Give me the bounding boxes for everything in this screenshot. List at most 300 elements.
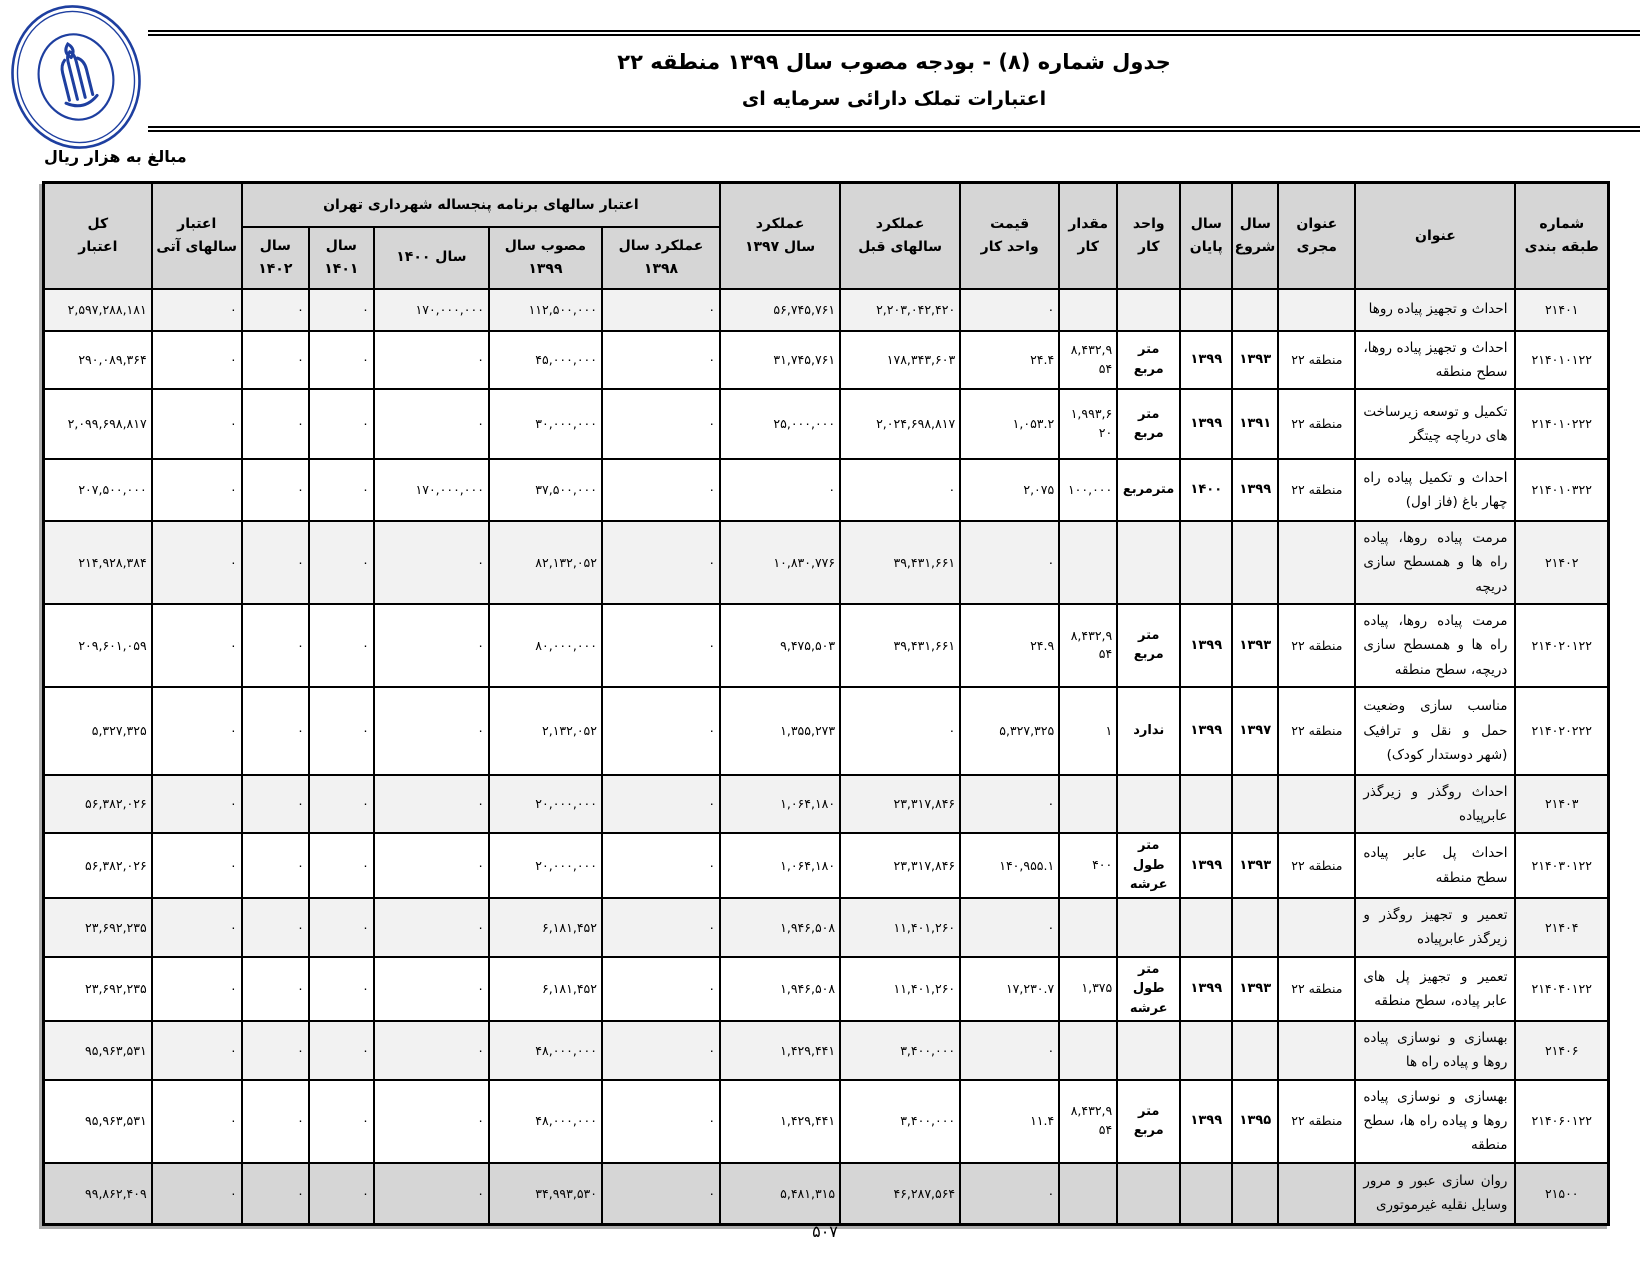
cell-executor <box>1278 289 1355 331</box>
stamp-icon <box>6 0 146 155</box>
cell-y1401: ۰ <box>309 775 374 834</box>
cell-end <box>1180 775 1232 834</box>
council-stamp-logo <box>6 0 146 155</box>
cell-unit: متر طول عرشه <box>1117 833 1180 898</box>
cell-y1397: ۱,۹۴۶,۵۰۸ <box>720 957 840 1022</box>
cell-title: بهسازی و نوسازی پیاده روها و پیاده راه ها، سطح منطقه <box>1355 1080 1515 1163</box>
cell-y1399: ۳۴,۹۹۳,۵۳۰ <box>489 1163 602 1225</box>
cell-y1401: ۰ <box>309 389 374 459</box>
cell-y1398: ۰ <box>602 775 720 834</box>
table-row <box>44 389 1609 459</box>
cell-code: ۲۱۴۰۶ <box>1515 1021 1608 1080</box>
cell-title: احداث روگذر و زیرگذر عابرپیاده <box>1355 775 1515 834</box>
cell-total: ۲۱۴,۹۲۸,۳۸۴ <box>44 521 152 604</box>
header-start-year-line2: شروع <box>1234 238 1276 255</box>
cell-executor: منطقه ۲۲ <box>1278 957 1355 1022</box>
cell-amount: ۱۰۰,۰۰۰ <box>1059 459 1117 521</box>
cell-prev_years: ۰ <box>840 687 960 775</box>
cell-y1397: ۱۰,۸۳۰,۷۷۶ <box>720 521 840 604</box>
cell-y1397: ۱,۳۵۵,۲۷۳ <box>720 687 840 775</box>
cell-executor <box>1278 1163 1355 1225</box>
cell-code: ۲۱۴۰۱ <box>1515 289 1608 331</box>
cell-title: تعمیر و تجهیز پل های عابر پیاده، سطح منطقه <box>1355 957 1515 1022</box>
cell-title: تعمیر و تجهیز روگذر و زیرگذر عابرپیاده <box>1355 898 1515 957</box>
cell-executor <box>1278 521 1355 604</box>
cell-start: ۱۳۹۱ <box>1232 389 1278 459</box>
table-row <box>44 898 1609 957</box>
header-work-unit-line1: واحد <box>1132 216 1165 233</box>
cell-end <box>1180 289 1232 331</box>
cell-future: ۰ <box>152 1080 242 1163</box>
cell-y1402: ۰ <box>242 289 309 331</box>
cell-y1402: ۰ <box>242 604 309 687</box>
cell-start <box>1232 289 1278 331</box>
cell-unit <box>1117 1163 1180 1225</box>
header-prev-years <box>840 183 960 289</box>
cell-title: مرمت پیاده روها، پیاده راه ها و همسطح سازی دریچه <box>1355 521 1515 604</box>
cell-total: ۲,۰۹۹,۶۹۸,۸۱۷ <box>44 389 152 459</box>
cell-start <box>1232 898 1278 957</box>
cell-title: احداث پل عابر پیاده سطح منطقه <box>1355 833 1515 898</box>
cell-y1401: ۰ <box>309 1021 374 1080</box>
cell-amount: ۸,۴۳۲,۹۵۴ <box>1059 1080 1117 1163</box>
cell-y1400: ۰ <box>374 389 489 459</box>
cell-total: ۵۶,۳۸۲,۰۲۶ <box>44 775 152 834</box>
cell-amount: ۸,۴۳۲,۹۵۴ <box>1059 604 1117 687</box>
header-approved-1399-line2: ۱۳۹۹ <box>528 260 563 277</box>
cell-unit_price: ۱۱.۴ <box>960 1080 1059 1163</box>
cell-executor: منطقه ۲۲ <box>1278 833 1355 898</box>
cell-unit: ندارد <box>1117 687 1180 775</box>
cell-total: ۲۳,۶۹۲,۲۳۵ <box>44 957 152 1022</box>
cell-start: ۱۳۹۹ <box>1232 459 1278 521</box>
cell-executor <box>1278 1021 1355 1080</box>
cell-y1397: ۱,۴۲۹,۴۴۱ <box>720 1080 840 1163</box>
cell-unit_price: ۱۷,۲۳۰.۷ <box>960 957 1059 1022</box>
table-row <box>44 775 1609 834</box>
header-work-amount-line1: مقدار <box>1068 216 1109 233</box>
cell-unit: متر مربع <box>1117 1080 1180 1163</box>
header-year-1402-line1: سال <box>259 238 291 255</box>
cell-y1400: ۰ <box>374 957 489 1022</box>
table-row <box>44 687 1609 775</box>
cell-y1398: ۰ <box>602 331 720 390</box>
header-total <box>44 183 152 289</box>
cell-prev_years: ۲۳,۳۱۷,۸۴۶ <box>840 775 960 834</box>
header-executor-line1: عنوان <box>1296 216 1338 233</box>
cell-unit_price: ۰ <box>960 521 1059 604</box>
cell-title: احداث و تجهیز پیاده روها <box>1355 289 1515 331</box>
header-unit-price <box>960 183 1059 289</box>
cell-end: ۱۴۰۰ <box>1180 459 1232 521</box>
cell-unit_price: ۱۴۰,۹۵۵.۱ <box>960 833 1059 898</box>
cell-amount: ۱,۳۷۵ <box>1059 957 1117 1022</box>
cell-prev_years: ۲۳,۳۱۷,۸۴۶ <box>840 833 960 898</box>
cell-future: ۰ <box>152 331 242 390</box>
cell-y1397: ۵,۴۸۱,۳۱۵ <box>720 1163 840 1225</box>
cell-end: ۱۳۹۹ <box>1180 1080 1232 1163</box>
cell-unit: متر مربع <box>1117 389 1180 459</box>
cell-unit_price: ۲۴.۹ <box>960 604 1059 687</box>
cell-unit_price: ۰ <box>960 1163 1059 1225</box>
header-work-unit <box>1117 183 1180 289</box>
header-total-line2: اعتبار <box>78 238 118 255</box>
cell-prev_years: ۳,۴۰۰,۰۰۰ <box>840 1021 960 1080</box>
header-perf-1397-line2: سال ۱۳۹۷ <box>744 238 816 255</box>
header-year-1400-line1: سال ۱۴۰۰ <box>396 249 467 266</box>
cell-amount: ۱ <box>1059 687 1117 775</box>
table-row <box>44 521 1609 604</box>
cell-y1402: ۰ <box>242 957 309 1022</box>
cell-code: ۲۱۴۰۳۰۱۲۲ <box>1515 833 1608 898</box>
cell-y1402: ۰ <box>242 833 309 898</box>
cell-y1399: ۲۰,۰۰۰,۰۰۰ <box>489 833 602 898</box>
cell-y1401: ۰ <box>309 898 374 957</box>
cell-future: ۰ <box>152 521 242 604</box>
cell-amount: ۱,۹۹۳,۶۲۰ <box>1059 389 1117 459</box>
cell-unit_price: ۲,۰۷۵ <box>960 459 1059 521</box>
cell-future: ۰ <box>152 289 242 331</box>
header-executor <box>1278 183 1355 289</box>
cell-total: ۲۳,۶۹۲,۲۳۵ <box>44 898 152 957</box>
cell-y1399: ۲,۱۳۲,۰۵۲ <box>489 687 602 775</box>
header-five-year-group: اعتبار سالهای برنامه پنجساله شهرداری تهران <box>242 183 720 227</box>
cell-y1398: ۰ <box>602 1080 720 1163</box>
cell-code: ۲۱۴۰۱۰۲۲۲ <box>1515 389 1608 459</box>
document-title: جدول شماره (۸) - بودجه مصوب سال ۱۳۹۹ منطقه ۲۲ <box>617 50 1171 74</box>
cell-y1399: ۴۵,۰۰۰,۰۰۰ <box>489 331 602 390</box>
cell-title: تکمیل و توسعه زیرساخت های دریاچه چیتگر <box>1355 389 1515 459</box>
cell-unit <box>1117 289 1180 331</box>
cell-y1401: ۰ <box>309 687 374 775</box>
header-end-year <box>1180 183 1232 289</box>
cell-total: ۲۰۷,۵۰۰,۰۰۰ <box>44 459 152 521</box>
cell-future: ۰ <box>152 833 242 898</box>
cell-y1401: ۰ <box>309 1080 374 1163</box>
cell-end: ۱۳۹۹ <box>1180 957 1232 1022</box>
header-year-1401-line2: ۱۴۰۱ <box>324 260 359 277</box>
header-perf-1398 <box>602 227 720 289</box>
cell-title: احداث و تجهیز پیاده روها، سطح منطقه <box>1355 331 1515 390</box>
header-perf-1398-line1: عملکرد سال <box>618 238 704 255</box>
header-prev-years-line2: سالهای قبل <box>858 238 943 255</box>
cell-y1400: ۰ <box>374 604 489 687</box>
cell-y1399: ۴۸,۰۰۰,۰۰۰ <box>489 1021 602 1080</box>
cell-title: احداث و تکمیل پیاده راه چهار باغ (فاز اول) <box>1355 459 1515 521</box>
cell-amount: ۸,۴۳۲,۹۵۴ <box>1059 331 1117 390</box>
cell-y1401: ۰ <box>309 521 374 604</box>
header-approved-1399 <box>489 227 602 289</box>
cell-end: ۱۳۹۹ <box>1180 604 1232 687</box>
cell-y1398: ۰ <box>602 1021 720 1080</box>
cell-y1399: ۶,۱۸۱,۴۵۲ <box>489 957 602 1022</box>
header-future-years-line2: سالهای آتی <box>156 238 238 255</box>
cell-y1399: ۲۰,۰۰۰,۰۰۰ <box>489 775 602 834</box>
cell-y1401: ۰ <box>309 1163 374 1225</box>
cell-y1402: ۰ <box>242 687 309 775</box>
cell-total: ۹۵,۹۶۳,۵۳۱ <box>44 1021 152 1080</box>
cell-y1397: ۱,۴۲۹,۴۴۱ <box>720 1021 840 1080</box>
cell-prev_years: ۴۶,۲۸۷,۵۶۴ <box>840 1163 960 1225</box>
cell-code: ۲۱۴۰۲ <box>1515 521 1608 604</box>
cell-total: ۲,۵۹۷,۲۸۸,۱۸۱ <box>44 289 152 331</box>
cell-prev_years: ۰ <box>840 459 960 521</box>
cell-y1397: ۲۵,۰۰۰,۰۰۰ <box>720 389 840 459</box>
cell-unit: متر مربع <box>1117 331 1180 390</box>
cell-prev_years: ۳۹,۴۳۱,۶۶۱ <box>840 521 960 604</box>
cell-y1398: ۰ <box>602 898 720 957</box>
header-classification-line2: طبقه بندی <box>1524 238 1599 255</box>
cell-amount <box>1059 521 1117 604</box>
table-row <box>44 289 1609 331</box>
cell-start <box>1232 1021 1278 1080</box>
cell-y1397: ۱,۰۶۴,۱۸۰ <box>720 775 840 834</box>
header-work-amount <box>1059 183 1117 289</box>
cell-y1402: ۰ <box>242 389 309 459</box>
cell-unit_price: ۰ <box>960 775 1059 834</box>
cell-y1398: ۰ <box>602 687 720 775</box>
header-year-1401 <box>309 227 374 289</box>
table-row <box>44 604 1609 687</box>
cell-start: ۱۳۹۳ <box>1232 957 1278 1022</box>
cell-unit_price: ۰ <box>960 898 1059 957</box>
header-total-line1: کل <box>87 216 109 233</box>
stamp-emblem-icon <box>52 40 98 109</box>
cell-unit_price: ۱,۰۵۳.۲ <box>960 389 1059 459</box>
cell-code: ۲۱۴۰۶۰۱۲۲ <box>1515 1080 1608 1163</box>
cell-code: ۲۱۴۰۱۰۱۲۲ <box>1515 331 1608 390</box>
header-end-year-line2: پایان <box>1189 238 1223 255</box>
cell-unit: متر مربع <box>1117 604 1180 687</box>
cell-y1398: ۰ <box>602 833 720 898</box>
header-title <box>1355 183 1515 289</box>
cell-y1398: ۰ <box>602 389 720 459</box>
cell-end: ۱۳۹۹ <box>1180 833 1232 898</box>
cell-unit <box>1117 521 1180 604</box>
cell-y1401: ۰ <box>309 459 374 521</box>
header-start-year <box>1232 183 1278 289</box>
cell-executor: منطقه ۲۲ <box>1278 331 1355 390</box>
cell-y1398: ۰ <box>602 1163 720 1225</box>
cell-y1402: ۰ <box>242 459 309 521</box>
header-year-1402 <box>242 227 309 289</box>
cell-end <box>1180 521 1232 604</box>
cell-future: ۰ <box>152 1021 242 1080</box>
budget-table <box>42 181 1610 1226</box>
header-year-1400 <box>374 227 489 289</box>
table-row <box>44 833 1609 898</box>
cell-total: ۵,۳۲۷,۳۲۵ <box>44 687 152 775</box>
cell-y1397: ۳۱,۷۴۵,۷۶۱ <box>720 331 840 390</box>
table-row <box>44 459 1609 521</box>
cell-prev_years: ۳۹,۴۳۱,۶۶۱ <box>840 604 960 687</box>
cell-y1401: ۰ <box>309 833 374 898</box>
cell-end: ۱۳۹۹ <box>1180 389 1232 459</box>
cell-prev_years: ۲,۰۲۴,۶۹۸,۸۱۷ <box>840 389 960 459</box>
cell-total: ۹۹,۸۶۲,۴۰۹ <box>44 1163 152 1225</box>
cell-title: بهسازی و نوسازی پیاده روها و پیاده راه ها <box>1355 1021 1515 1080</box>
cell-start <box>1232 1163 1278 1225</box>
cell-start: ۱۳۹۳ <box>1232 331 1278 390</box>
header-perf-1397 <box>720 183 840 289</box>
cell-unit_price: ۰ <box>960 1021 1059 1080</box>
amounts-unit-note: مبالغ به هزار ریال <box>44 147 187 166</box>
cell-code: ۲۱۴۰۳ <box>1515 775 1608 834</box>
cell-y1400: ۰ <box>374 687 489 775</box>
cell-executor: منطقه ۲۲ <box>1278 459 1355 521</box>
cell-future: ۰ <box>152 775 242 834</box>
cell-amount <box>1059 289 1117 331</box>
cell-total: ۲۰۹,۶۰۱,۰۵۹ <box>44 604 152 687</box>
cell-y1399: ۸۲,۱۳۲,۰۵۲ <box>489 521 602 604</box>
cell-y1399: ۶,۱۸۱,۴۵۲ <box>489 898 602 957</box>
cell-total: ۹۵,۹۶۳,۵۳۱ <box>44 1080 152 1163</box>
cell-y1402: ۰ <box>242 775 309 834</box>
cell-y1402: ۰ <box>242 1080 309 1163</box>
table-row <box>44 957 1609 1022</box>
cell-y1397: ۹,۴۷۵,۵۰۳ <box>720 604 840 687</box>
cell-y1398: ۰ <box>602 289 720 331</box>
cell-y1397: ۱,۹۴۶,۵۰۸ <box>720 898 840 957</box>
cell-future: ۰ <box>152 389 242 459</box>
header-classification-line1: شماره <box>1539 216 1585 233</box>
cell-y1400: ۱۷۰,۰۰۰,۰۰۰ <box>374 459 489 521</box>
cell-executor <box>1278 898 1355 957</box>
cell-executor <box>1278 775 1355 834</box>
page-number: ۵۰۷ <box>812 1222 838 1241</box>
cell-y1400: ۰ <box>374 1080 489 1163</box>
header-work-unit-line2: کار <box>1138 238 1160 255</box>
cell-amount <box>1059 775 1117 834</box>
header-year-1401-line1: سال <box>325 238 357 255</box>
cell-y1400: ۱۷۰,۰۰۰,۰۰۰ <box>374 289 489 331</box>
header-executor-line2: مجری <box>1296 238 1337 255</box>
cell-y1399: ۱۱۲,۵۰۰,۰۰۰ <box>489 289 602 331</box>
cell-end: ۱۳۹۹ <box>1180 331 1232 390</box>
cell-unit: متر طول عرشه <box>1117 957 1180 1022</box>
cell-y1401: ۰ <box>309 289 374 331</box>
cell-amount <box>1059 898 1117 957</box>
cell-total: ۵۶,۳۸۲,۰۲۶ <box>44 833 152 898</box>
cell-y1401: ۰ <box>309 957 374 1022</box>
cell-y1402: ۰ <box>242 1163 309 1225</box>
cell-start: ۱۳۹۳ <box>1232 604 1278 687</box>
cell-prev_years: ۱۱,۴۰۱,۲۶۰ <box>840 898 960 957</box>
cell-code: ۲۱۴۰۴ <box>1515 898 1608 957</box>
header-prev-years-line1: عملکرد <box>875 216 925 233</box>
cell-end <box>1180 898 1232 957</box>
table-row <box>44 1021 1609 1080</box>
header-start-year-line1: سال <box>1239 216 1271 233</box>
cell-y1402: ۰ <box>242 331 309 390</box>
cell-y1397: ۵۶,۷۴۵,۷۶۱ <box>720 289 840 331</box>
table-row <box>44 1163 1609 1225</box>
cell-start <box>1232 521 1278 604</box>
cell-unit: مترمربع <box>1117 459 1180 521</box>
cell-end <box>1180 1021 1232 1080</box>
cell-y1400: ۰ <box>374 833 489 898</box>
header-end-year-line1: سال <box>1190 216 1222 233</box>
table-row <box>44 331 1609 390</box>
cell-title: روان سازی عبور و مرور وسایل نقلیه غیرموتوری <box>1355 1163 1515 1225</box>
cell-start: ۱۳۹۳ <box>1232 833 1278 898</box>
cell-y1401: ۰ <box>309 604 374 687</box>
cell-y1399: ۸۰,۰۰۰,۰۰۰ <box>489 604 602 687</box>
cell-y1400: ۰ <box>374 775 489 834</box>
header-approved-1399-line1: مصوب سال <box>504 238 587 255</box>
cell-end <box>1180 1163 1232 1225</box>
cell-y1399: ۳۷,۵۰۰,۰۰۰ <box>489 459 602 521</box>
header-work-amount-line2: کار <box>1077 238 1099 255</box>
table-body <box>44 289 1609 1225</box>
cell-prev_years: ۱۱,۴۰۱,۲۶۰ <box>840 957 960 1022</box>
document-subtitle: اعتبارات تملک دارائی سرمایه ای <box>741 88 1047 110</box>
cell-unit <box>1117 775 1180 834</box>
cell-prev_years: ۳,۴۰۰,۰۰۰ <box>840 1080 960 1163</box>
cell-y1402: ۰ <box>242 898 309 957</box>
cell-future: ۰ <box>152 604 242 687</box>
cell-unit <box>1117 898 1180 957</box>
cell-y1400: ۰ <box>374 521 489 604</box>
cell-total: ۲۹۰,۰۸۹,۳۶۴ <box>44 331 152 390</box>
header-classification <box>1515 183 1608 289</box>
table-row <box>44 1080 1609 1163</box>
cell-y1400: ۰ <box>374 1163 489 1225</box>
cell-amount <box>1059 1021 1117 1080</box>
cell-start <box>1232 775 1278 834</box>
cell-code: ۲۱۴۰۲۰۱۲۲ <box>1515 604 1608 687</box>
cell-y1399: ۴۸,۰۰۰,۰۰۰ <box>489 1080 602 1163</box>
table-header <box>44 183 1609 289</box>
cell-future: ۰ <box>152 898 242 957</box>
cell-unit_price: ۰ <box>960 289 1059 331</box>
cell-title: مرمت پیاده روها، پیاده راه ها و همسطح سازی دریچه، سطح منطقه <box>1355 604 1515 687</box>
cell-y1398: ۰ <box>602 604 720 687</box>
header-future-years-line1: اعتبار <box>177 216 217 233</box>
cell-code: ۲۱۵۰۰ <box>1515 1163 1608 1225</box>
title-band <box>148 30 1640 132</box>
cell-y1401: ۰ <box>309 331 374 390</box>
cell-y1397: ۰ <box>720 459 840 521</box>
cell-amount <box>1059 1163 1117 1225</box>
cell-code: ۲۱۴۰۴۰۱۲۲ <box>1515 957 1608 1022</box>
cell-title: مناسب سازی وضعیت حمل و نقل و ترافیک (شهر دوستدار کودک) <box>1355 687 1515 775</box>
cell-future: ۰ <box>152 957 242 1022</box>
cell-code: ۲۱۴۰۲۰۲۲۲ <box>1515 687 1608 775</box>
cell-future: ۰ <box>152 459 242 521</box>
cell-executor: منطقه ۲۲ <box>1278 604 1355 687</box>
header-perf-1397-line1: عملکرد <box>755 216 805 233</box>
cell-executor: منطقه ۲۲ <box>1278 1080 1355 1163</box>
header-perf-1398-line2: ۱۳۹۸ <box>643 260 679 277</box>
cell-executor: منطقه ۲۲ <box>1278 687 1355 775</box>
cell-y1402: ۰ <box>242 1021 309 1080</box>
cell-y1398: ۰ <box>602 459 720 521</box>
cell-y1402: ۰ <box>242 521 309 604</box>
cell-executor: منطقه ۲۲ <box>1278 389 1355 459</box>
cell-y1400: ۰ <box>374 898 489 957</box>
cell-future: ۰ <box>152 687 242 775</box>
cell-y1400: ۰ <box>374 1021 489 1080</box>
cell-y1400: ۰ <box>374 331 489 390</box>
cell-y1399: ۳۰,۰۰۰,۰۰۰ <box>489 389 602 459</box>
header-title-line1: عنوان <box>1415 227 1456 244</box>
cell-unit <box>1117 1021 1180 1080</box>
cell-unit_price: ۵,۳۲۷,۳۲۵ <box>960 687 1059 775</box>
header-year-1402-line2: ۱۴۰۲ <box>258 260 293 277</box>
cell-code: ۲۱۴۰۱۰۳۲۲ <box>1515 459 1608 521</box>
cell-start: ۱۳۹۷ <box>1232 687 1278 775</box>
